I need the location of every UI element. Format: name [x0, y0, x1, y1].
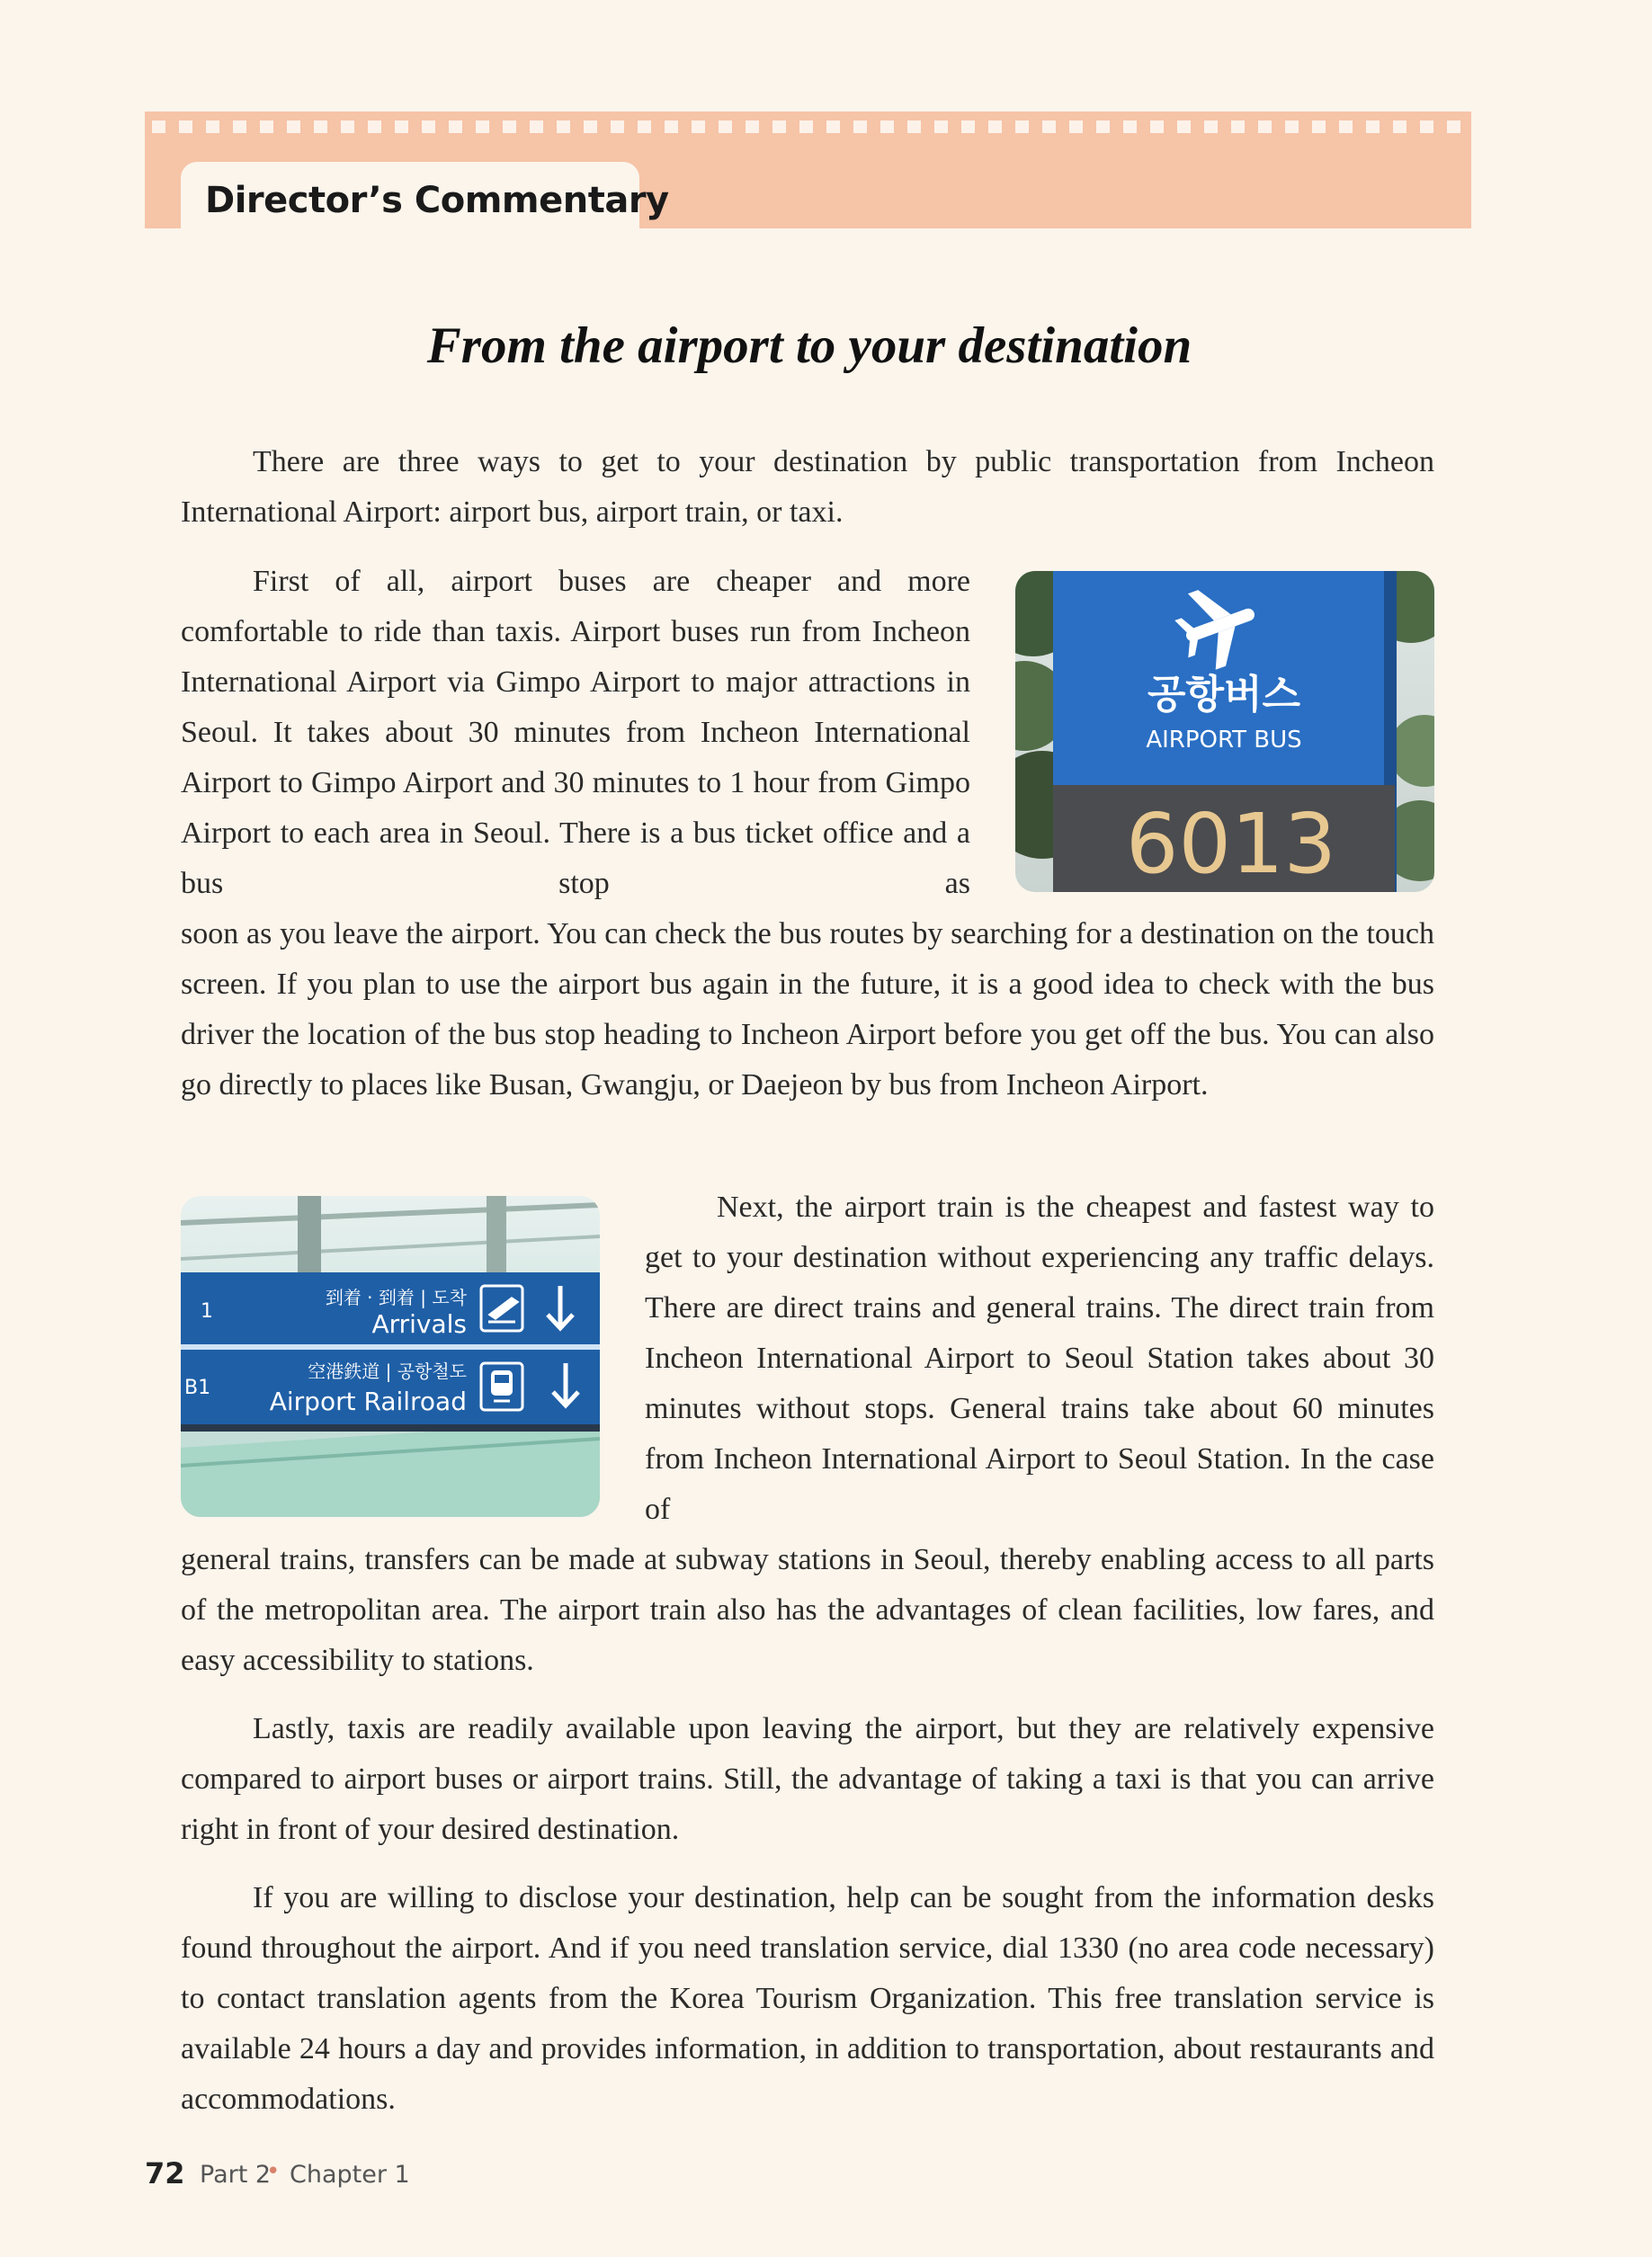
railroad-label: Airport Railroad: [269, 1387, 467, 1416]
floor-label-1: 1: [201, 1300, 213, 1323]
paragraph-bus-top: First of all, airport buses are cheaper and more comfortable to ride than taxis. Airport buses run from Incheon International Airport via Gimpo Airport to major attractions in Seoul. It takes about 30 minutes from Incheon International Airport to Gimpo Airport and 30 minutes to 1 hour from Gimpo Airport to each area in Seoul. There is a bus ticket office and a bus stop as: [181, 565, 970, 900]
paragraph-taxi: Lastly, taxis are readily available upon leaving the airport, but they are relatively expensive compared to airport buses or airport trains. Still, the advantage of taking a taxi is that you can arrive right in front of your desired destination.: [181, 1712, 1434, 1846]
footer-chapter: Chapter 1: [290, 2161, 410, 2189]
footer-bullet: •: [266, 2158, 281, 2185]
airport-bus-photo: [1015, 571, 1434, 892]
railroad-hanja: 空港鉄道 | 공항철도: [308, 1360, 467, 1382]
perforation-strip: [152, 120, 1464, 133]
paragraph-intro: There are three ways to get to your destination by public transportation from Incheon International Airport: airport bus, airport train, or taxi.: [181, 445, 1434, 529]
paragraph-help: If you are willing to disclose your destination, help can be sought from the information desks found throughout the airport. And if you need translation service, dial 1330 (no area code necessary) to contact translation agents from the Korea Tourism Organization. This free translation service is available 24 hours a day and provides information, in addition to transportation, about restaurants and accommodations.: [181, 1881, 1434, 2116]
page-title: From the airport to your destination: [426, 317, 1192, 374]
page-number: 72: [145, 2156, 185, 2190]
paragraph-train-top: Next, the airport train is the cheapest and fastest way to get to your destination without experiencing any traffic delays. There are direct trains and general trains. The direct train from Incheon International Airport to Seoul Station takes about 30 minutes without stops. General trains take about 60 minutes from Incheon International Airport to Seoul Station. In the case of: [645, 1191, 1434, 1526]
bus-sign-korean: 공항버스: [1147, 672, 1301, 718]
paragraph-train-bottom: general trains, transfers can be made at subway stations in Seoul, thereby enabling access to all parts of the metropolitan area. The airport train also has the advantages of clean facilities, low fares, and easy accessibility to stations.: [181, 1543, 1434, 1677]
arrivals-label: Arrivals: [371, 1309, 467, 1339]
bus-number: 6013: [1125, 796, 1337, 892]
arrivals-hanja: 到着 · 到着 | 도착: [325, 1287, 467, 1308]
floor-label-b1: B1: [184, 1377, 211, 1399]
airport-railroad-sign-photo: [181, 1196, 600, 1517]
paragraph-bus-bottom: soon as you leave the airport. You can check the bus routes by searching for a destination on the touch screen. If you plan to use the airport bus again in the future, it is a good idea to check with the bus driver the location of the bus stop heading to Incheon Airport before you get off the bus. You can also go directly to places like Busan, Gwangju, or Daejeon by bus from Incheon Airport.: [181, 917, 1434, 1102]
bus-sign-english: AIRPORT BUS: [1146, 727, 1302, 754]
footer-part: Part 2: [200, 2161, 272, 2189]
section-label: Director’s Commentary: [205, 180, 669, 221]
